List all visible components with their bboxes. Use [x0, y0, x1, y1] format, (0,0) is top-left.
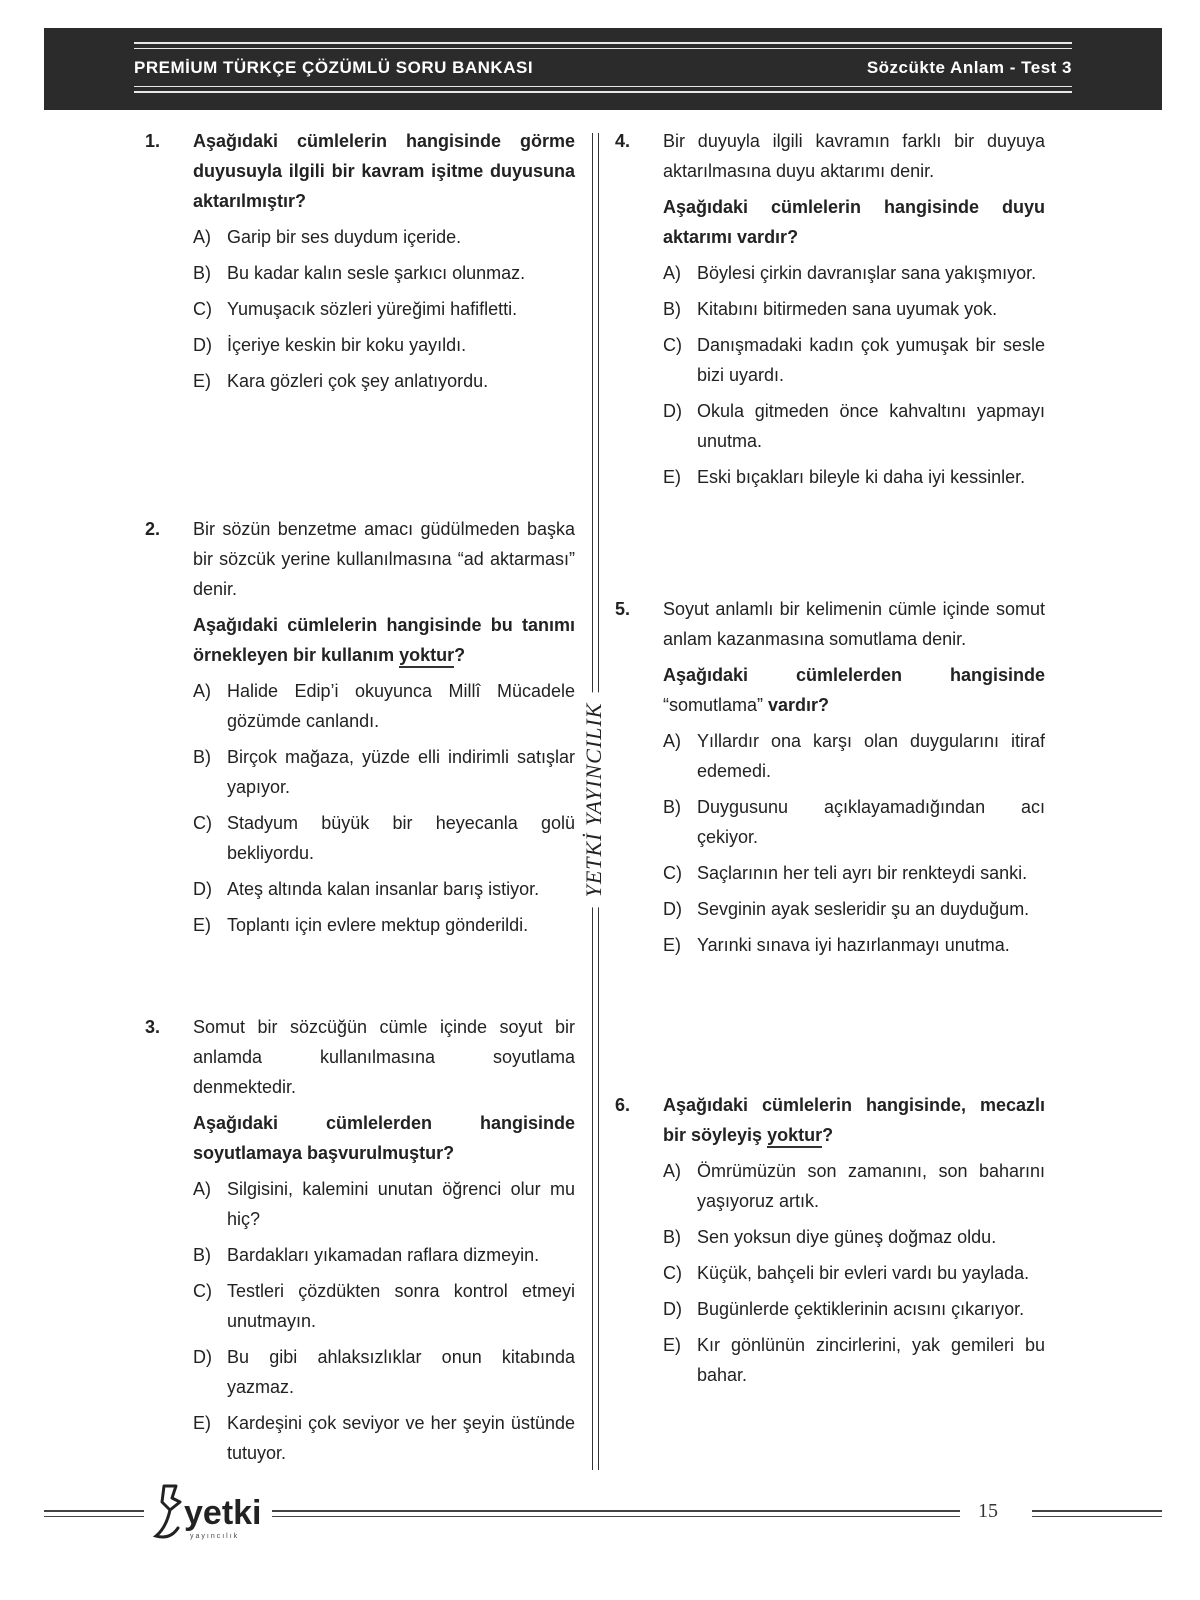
- question-stem: Aşağıdaki cümlelerin hangisinde, mecazlı bir söyleyiş yoktur?: [663, 1090, 1045, 1150]
- option-e[interactable]: E) Kardeşini çok seviyor ve her şeyin üstünde tutuyor.: [193, 1413, 575, 1463]
- svg-text:yayıncılık: yayıncılık: [190, 1533, 240, 1540]
- option-e[interactable]: E) Kır gönlünün zincirlerini, yak gemileri bu bahar.: [663, 1335, 1045, 1385]
- option-b[interactable]: B) Bu kadar kalın sesle şarkıcı olunmaz.: [193, 263, 526, 283]
- question-stem: Aşağıdaki cümlelerden hangisinde soyutlamaya başvurulmuştur?: [193, 1113, 575, 1163]
- test-title: Sözcükte Anlam - Test 3: [866, 58, 1072, 77]
- option-b[interactable]: B) Birçok mağaza, yüzde elli indirimli satışlar yapıyor.: [193, 747, 575, 797]
- publisher-logo: [150, 1480, 268, 1550]
- header-rule: [134, 42, 1072, 44]
- question-number: 4.: [615, 131, 631, 151]
- header-rule: [134, 86, 1072, 87]
- question-stem: Aşağıdaki cümlelerin hangisinde duyu aktarımı vardır?: [663, 197, 1045, 247]
- option-d[interactable]: D) Bugünlerde çektiklerinin acısını çıkarıyor.: [663, 1299, 1025, 1319]
- underlined-keyword: yoktur: [399, 645, 454, 668]
- page-number: 15: [978, 1500, 998, 1522]
- option-a[interactable]: A) Ömrümüzün son zamanını, son baharını yaşıyoruz artık.: [663, 1161, 1045, 1211]
- page-header: [44, 28, 1162, 110]
- book-title: PREMİUM TÜRKÇE ÇÖZÜMLÜ SORU BANKASI: [134, 58, 534, 77]
- option-c[interactable]: C) Danışmadaki kadın çok yumuşak bir sesle bizi uyardı.: [663, 335, 1045, 385]
- option-c[interactable]: C) Testleri çözdükten sonra kontrol etmeyi unutmayın.: [193, 1281, 575, 1331]
- option-c[interactable]: C) Küçük, bahçeli bir evleri vardı bu yaylada.: [663, 1263, 1030, 1283]
- question-number: 6.: [615, 1095, 631, 1115]
- publisher-logo-icon: [150, 1480, 268, 1550]
- option-d[interactable]: D) Sevginin ayak sesleridir şu an duyduğum.: [663, 899, 1030, 919]
- question-stem: Aşağıdaki cümlelerin hangisinde bu tanımı örnekleyen bir kullanım yoktur?: [193, 610, 575, 670]
- option-b[interactable]: B) Sen yoksun diye güneş doğmaz oldu.: [663, 1227, 997, 1247]
- footer-rule: [44, 1510, 144, 1512]
- footer-rule: [1032, 1516, 1162, 1517]
- question-intro: Somut bir sözcüğün cümle içinde soyut bir anlamda kullanılmasına soyutlama denmektedir.: [193, 1017, 575, 1097]
- option-e[interactable]: E) Yarınki sınava iyi hazırlanmayı unutma.: [663, 935, 1010, 955]
- question-number: 2.: [145, 519, 161, 539]
- option-a[interactable]: A) Yıllardır ona karşı olan duygularını itiraf edemedi.: [663, 731, 1045, 781]
- option-d[interactable]: D) Okula gitmeden önce kahvaltını yapmayı unutma.: [663, 401, 1045, 451]
- footer-rule: [1032, 1510, 1162, 1512]
- option-b[interactable]: B) Kitabını bitirmeden sana uyumak yok.: [663, 299, 998, 319]
- question-number: 3.: [145, 1017, 161, 1037]
- option-c[interactable]: C) Saçlarının her teli ayrı bir renkteydi sanki.: [663, 863, 1028, 883]
- question-4: [615, 126, 1045, 498]
- question-intro: Soyut anlamlı bir kelimenin cümle içinde somut anlam kazanmasına somutlama denir.: [663, 599, 1045, 649]
- question-number: 1.: [145, 131, 161, 151]
- vertical-brand-text: YETKİ YAYINCILIK: [579, 693, 609, 908]
- question-intro: Bir sözün benzetme amacı güdülmeden başka bir sözcük yerine kullanılmasına “ad aktarması” denir.: [193, 519, 575, 599]
- question-stem: Aşağıdaki cümlelerden hangisinde “somutlama” vardır?: [663, 665, 1045, 715]
- header-rule: [134, 91, 1072, 93]
- option-c[interactable]: C) Yumuşacık sözleri yüreğimi hafifletti.: [193, 299, 518, 319]
- option-d[interactable]: D) İçeriye keskin bir koku yayıldı.: [193, 335, 467, 355]
- footer-rule: [272, 1516, 960, 1517]
- option-e[interactable]: E) Toplantı için evlere mektup gönderildi.: [193, 915, 529, 935]
- option-e[interactable]: E) Kara gözleri çok şey anlatıyordu.: [193, 371, 489, 391]
- question-intro: Bir duyuyla ilgili kavramın farklı bir duyuya aktarılmasına duyu aktarımı denir.: [663, 131, 1045, 181]
- option-a[interactable]: A) Böylesi çirkin davranışlar sana yakışmıyor.: [663, 263, 1037, 283]
- footer-rule: [44, 1516, 144, 1517]
- underlined-keyword: yoktur: [767, 1125, 822, 1148]
- question-2: [145, 514, 575, 946]
- question-number: 5.: [615, 599, 631, 619]
- option-e[interactable]: E) Eski bıçakları bileyle ki daha iyi kessinler.: [663, 467, 1026, 487]
- footer-rule: [272, 1510, 960, 1512]
- svg-text:yetki: yetki: [184, 1494, 262, 1532]
- header-rule: [134, 48, 1072, 49]
- option-c[interactable]: C) Stadyum büyük bir heyecanla golü bekliyordu.: [193, 813, 575, 863]
- option-d[interactable]: D) Bu gibi ahlaksızlıklar onun kitabında yazmaz.: [193, 1347, 575, 1397]
- question-6: [615, 1090, 1045, 1396]
- question-1: [145, 126, 575, 402]
- option-a[interactable]: A) Silgisini, kalemini unutan öğrenci olur mu hiç?: [193, 1179, 575, 1229]
- question-3: [145, 1012, 575, 1474]
- option-d[interactable]: D) Ateş altında kalan insanlar barış istiyor.: [193, 879, 540, 899]
- option-a[interactable]: A) Halide Edip’i okuyunca Millî Mücadele gözümde canlandı.: [193, 681, 575, 731]
- option-b[interactable]: B) Bardakları yıkamadan raflara dizmeyin.: [193, 1245, 540, 1265]
- question-stem: Aşağıdaki cümlelerin hangisinde görme duyusuyla ilgili bir kavram işitme duyusuna aktarılmıştır?: [193, 131, 575, 211]
- option-a[interactable]: A) Garip bir ses duydum içeride.: [193, 227, 462, 247]
- option-b[interactable]: B) Duygusunu açıklayamadığından acı çekiyor.: [663, 797, 1045, 847]
- question-5: [615, 594, 1045, 966]
